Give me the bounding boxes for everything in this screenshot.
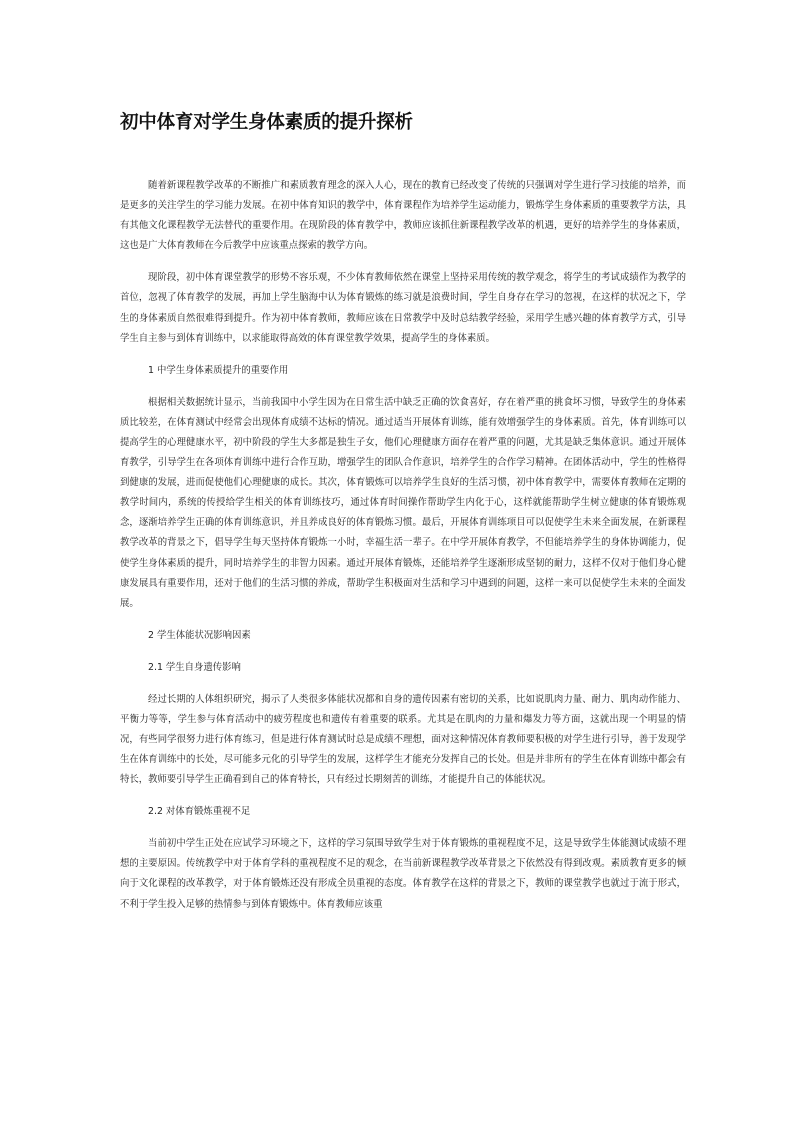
article-body bbox=[120, 176, 686, 927]
paragraph-section-1: 根据相关数据统计显示，当前我国中小学生因为在日常生活中缺乏正确的饮食喜好，存在着严重的挑食坏习惯，导致学生的身体素质比较差，在体育测试中经常会出现体育成绩不达标的情况。通过适当开展体育训练，能有效增强学生的身体素质。首先，体育训练可以提高学生的心理健康水平，初中阶段的学生大多都是独生子女，他们心理健康方面存在着严重的问题，尤其是缺乏集体意识。通过开展体育教学，引导学生在各项体育训练中进行合作互助，增强学生的团队合作意识，培养学生的合作学习精神。在团体活动中，学生的性格得到健康的发展，进而促使他们心理健康的成长。其次，体育锻炼可以培养学生良好的生活习惯，初中体育教学中，需要体育教师在定期的教学时间内，系统的传授给学生相关的体育训练技巧，通过体育时间操作帮助学生内化于心，这样就能帮助学生树立健康的体育锻炼观念，逐渐培养学生正确的体育训练意识，并且养成良好的体育锻炼习惯。最后，开展体育训练项目可以促使学生未来全面发展，在新课程教学改革的背景之下，倡导学生每天坚持体育锻炼一小时，幸福生活一辈子。在中学开展体育教学，不但能培养学生的身体协调能力，促使学生身体素质的提升，同时培养学生的非智力因素。通过开展体育锻炼，还能培养学生逐渐形成坚韧的耐力，这样不仅对于他们身心健康发展具有重要作用，还对于他们的生活习惯的养成，帮助学生积极面对生活和学习中遇到的问题，这样一来可以促使学生未来的全面发展。 bbox=[120, 396, 686, 609]
subsection-heading-2-1: 2.1 学生自身遗传影响 bbox=[148, 661, 241, 673]
paragraph-section-2-2: 当前初中学生正处在应试学习环境之下，这样的学习氛围导致学生对于体育锻炼的重视程度不足，这是导致学生体能测试成绩不理想的主要原因。传统教学中对于体育学科的重视程度不足的观念，在当前新课程教学改革背景之下依然没有得到改观。素质教育更多的倾向于文化课程的改革教学，对于体育锻炼还没有形成全员重视的态度。体育教学在这样的背景之下，教师的课堂教学也就过于流于形式，不利于学生投入足够的热情参与到体育锻炼中。体育教师应该重 bbox=[120, 838, 686, 910]
paragraph-intro-2: 现阶段，初中体育课堂教学的形势不容乐观，不少体育教师依然在课堂上坚持采用传统的教学观念，将学生的考试成绩作为教学的首位，忽视了体育教学的发展，再加上学生脑海中认为体育锻炼的练习就是浪费时间，学生自身存在学习的忽视，在这样的状况之下，学生的身体素质自然很难得到提升。作为初中体育教师，教师应该在日常教学中及时总结教学经验，采用学生感兴趣的体育教学方式，引导学生自主参与到体育训练中，以求能取得高效的体育课堂教学效果，提高学生的身体素质。 bbox=[120, 272, 686, 344]
section-heading-2: 2 学生体能状况影响因素 bbox=[148, 629, 251, 641]
paragraph-intro-1: 随着新课程教学改革的不断推广和素质教育理念的深入人心，现在的教育已经改变了传统的只强调对学生进行学习技能的培养，而是更多的关注学生的学习能力发展。在初中体育知识的教学中，体育课程作为培养学生运动能力，锻炼学生身体素质的重要教学方法，具有其他文化课程教学无法替代的重要作用。在现阶段的体育教学中，教师应该抓住新课程教学改革的机遇，更好的培养学生的身体素质，这也是广大体育教师在今后教学中应该重点探索的教学方向。 bbox=[120, 180, 686, 252]
subsection-heading-2-2: 2.2 对体育锻炼重视不足 bbox=[148, 806, 251, 818]
page-title: 初中体育对学生身体素质的提升探析 bbox=[120, 112, 413, 133]
paragraph-section-2-1: 经过长期的人体组织研究，揭示了人类很多体能状况都和自身的遗传因素有密切的关系，比如说肌肉力量、耐力、肌肉动作能力、平衡力等等，学生参与体育活动中的疲劳程度也和遗传有着重要的联系。尤其是在肌肉的力量和爆发力等方面，这就出现一个明显的情况，有些同学很努力进行体育练习，但是进行体育测试时总是成绩不理想，面对这种情况体育教师要积极的对学生进行引导，善于发现学生在体育训练中的长处，尽可能多元化的引导学生的发展，这样学生才能充分发挥自己的长处。但是并非所有的学生在体育训练中都会有特长，教师要引导学生正确看到自己的体育特长，只有经过长期刻苦的训练，才能提升自己的体能状况。 bbox=[120, 693, 686, 786]
section-heading-1: 1 中学生身体素质提升的重要作用 bbox=[148, 364, 289, 376]
